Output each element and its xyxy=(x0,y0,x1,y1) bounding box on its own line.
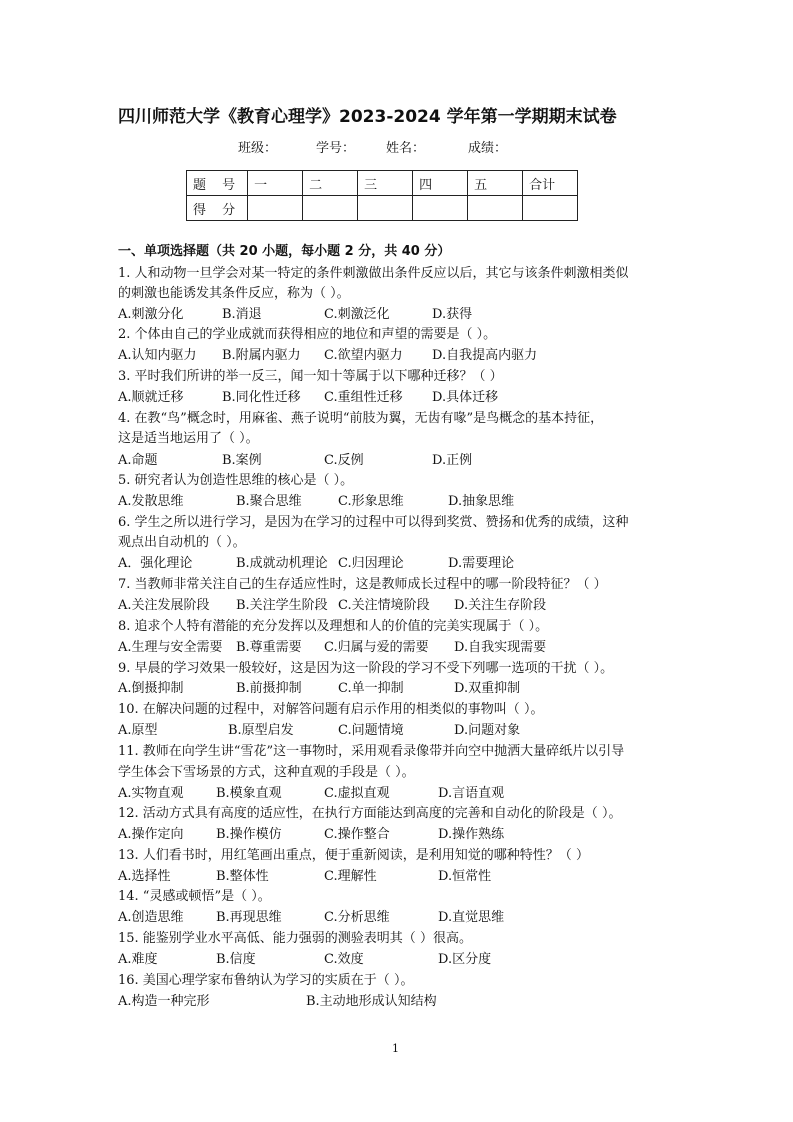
score-table-cell: 三 xyxy=(358,171,413,196)
option: D.关注生存阶段 xyxy=(454,598,547,613)
option: B.附属内驱力 xyxy=(222,348,301,363)
option: A.实物直观 xyxy=(118,786,184,801)
option: B.再现思维 xyxy=(216,910,282,925)
option: B.案例 xyxy=(222,453,262,468)
option: B.尊重需要 xyxy=(236,640,302,655)
question-text: 9. 早晨的学习效果一般较好，这是因为这一阶段的学习不受下列哪一选项的干扰（ ）。 xyxy=(118,661,614,676)
student-id-label: 学号： xyxy=(316,141,356,156)
question-text: 1. 人和动物一旦学会对某一特定的条件刺激做出条件反应以后，其它与该条件刺激相类似 xyxy=(118,266,629,281)
score-table-header-row xyxy=(187,171,578,196)
option: A.倒摄抑制 xyxy=(118,681,184,696)
option: A.顺就迁移 xyxy=(118,390,184,405)
question-text: 4. 在教“鸟”概念时，用麻雀、燕子说明“前肢为翼，无齿有喙”是鸟概念的基本持征， xyxy=(118,411,604,426)
option: B.信度 xyxy=(216,952,256,967)
option: A.生理与安全需要 xyxy=(118,640,223,655)
exam-title: 四川师范大学《教育心理学》2023-2024 学年第一学期期末试卷 xyxy=(118,107,617,127)
option: C.反例 xyxy=(324,453,364,468)
option: C.关注情境阶段 xyxy=(338,598,430,613)
option: C.单一抑制 xyxy=(338,681,404,696)
question-text: 6. 学生之所以进行学习，是因为在学习的过程中可以得到奖赏、赞扬和优秀的成绩，这种 xyxy=(118,515,629,530)
question-text: 学生体会下雪场景的方式，这种直观的手段是（ ）。 xyxy=(118,765,415,780)
option: B.模象直观 xyxy=(216,786,282,801)
option: D.具体迁移 xyxy=(432,390,499,405)
option: D.自我实现需要 xyxy=(454,640,547,655)
option: A．强化理论 xyxy=(118,556,193,571)
question-text: 15. 能鉴别学业水平高低、能力强弱的测验表明其（ ）很高。 xyxy=(118,931,472,946)
option: B.聚合思维 xyxy=(236,494,302,509)
option: B.操作模仿 xyxy=(216,827,282,842)
option: A.构造一种完形 xyxy=(118,994,210,1009)
option: C.重组性迁移 xyxy=(324,390,403,405)
score-table-score-row xyxy=(187,196,578,221)
option: C.刺激泛化 xyxy=(324,307,390,322)
question-text: 观点出自动机的（ ）。 xyxy=(118,535,246,550)
option: B.整体性 xyxy=(216,869,269,884)
option: D.直觉思维 xyxy=(438,910,505,925)
option: D.言语直观 xyxy=(438,786,505,801)
option: C.问题情境 xyxy=(338,723,404,738)
option: C.归属与爱的需要 xyxy=(324,640,429,655)
option: A.选择性 xyxy=(118,869,171,884)
option: C.归因理论 xyxy=(338,556,404,571)
option: C.虚拟直观 xyxy=(324,786,390,801)
question-text: 的刺激也能诱发其条件反应，称为（ ）。 xyxy=(118,286,350,301)
page-number: 1 xyxy=(392,1042,399,1055)
option: C.理解性 xyxy=(324,869,377,884)
option: A.刺激分化 xyxy=(118,307,184,322)
score-table xyxy=(186,170,578,221)
option: D.双重抑制 xyxy=(454,681,521,696)
option: B.消退 xyxy=(222,307,262,322)
question-text: 2. 个体由自己的学业成就而获得相应的地位和声望的需要是（ ）。 xyxy=(118,327,497,342)
option: A.发散思维 xyxy=(118,494,184,509)
question-text: 3. 平时我们所讲的举一反三，闻一知十等属于以下哪种迁移？（ ） xyxy=(118,369,503,384)
score-table-cell: 一 xyxy=(248,171,303,196)
question-text: 13. 人们看书时，用红笔画出重点，便于重新阅读，是利用知觉的哪种特性？（ ） xyxy=(118,848,589,863)
score-input-cell[interactable] xyxy=(413,196,468,221)
option: B.成就动机理论 xyxy=(236,556,328,571)
option: D.问题对象 xyxy=(454,723,521,738)
question-text: 11. 教师在向学生讲“雪花”这一事物时，采用观看录像带并向空中抛洒大量碎纸片以引导 xyxy=(118,744,625,759)
option: D.需要理论 xyxy=(448,556,515,571)
question-text: 这是适当地运用了（ ）。 xyxy=(118,431,259,446)
option: C.分析思维 xyxy=(324,910,390,925)
score-table-cell: 得 分 xyxy=(187,196,248,221)
option: B.原型启发 xyxy=(228,723,294,738)
option: D.区分度 xyxy=(438,952,492,967)
option: C.欲望内驱力 xyxy=(324,348,403,363)
score-table-cell: 二 xyxy=(303,171,358,196)
question-text: 10. 在解决问题的过程中，对解答问题有启示作用的相类似的事物叫（ ）。 xyxy=(118,702,544,717)
option: A.关注发展阶段 xyxy=(118,598,210,613)
option: A.认知内驱力 xyxy=(118,348,197,363)
score-table-cell: 题 号 xyxy=(187,171,248,196)
score-table-cell: 四 xyxy=(413,171,468,196)
option: D.操作熟练 xyxy=(438,827,505,842)
question-text: 16. 美国心理学家布鲁纳认为学习的实质在于（ ）。 xyxy=(118,973,414,988)
option: A.难度 xyxy=(118,952,158,967)
score-input-cell[interactable] xyxy=(523,196,578,221)
option: B.关注学生阶段 xyxy=(236,598,328,613)
option: B.前摄抑制 xyxy=(236,681,302,696)
option: B.同化性迁移 xyxy=(222,390,301,405)
question-text: 5. 研究者认为创造性思维的核心是（ ）。 xyxy=(118,473,354,488)
option: D.恒常性 xyxy=(438,869,492,884)
class-label: 班级： xyxy=(238,141,278,156)
score-table-cell: 五 xyxy=(468,171,523,196)
question-text: 7. 当教师非常关注自己的生存适应性时，这是教师成长过程中的哪一阶段特征？（ ） xyxy=(118,577,607,592)
option: A.原型 xyxy=(118,723,158,738)
option: D.正例 xyxy=(432,453,473,468)
option: B.主动地形成认知结构 xyxy=(306,994,437,1009)
option: C.效度 xyxy=(324,952,364,967)
option: D.获得 xyxy=(432,307,473,322)
option: C.形象思维 xyxy=(338,494,404,509)
option: A.操作定向 xyxy=(118,827,184,842)
score-input-cell[interactable] xyxy=(248,196,303,221)
option: A.命题 xyxy=(118,453,158,468)
option: D.抽象思维 xyxy=(448,494,515,509)
question-text: 12. 活动方式具有高度的适应性，在执行方面能达到高度的完善和自动化的阶段是（ ）。 xyxy=(118,806,622,821)
option: C.操作整合 xyxy=(324,827,390,842)
question-text: 14. “灵感或顿悟”是（ ）。 xyxy=(118,889,271,904)
score-table-cell: 合计 xyxy=(523,171,578,196)
section-heading: 一、单项选择题（共 20 小题，每小题 2 分，共 40 分） xyxy=(118,244,451,259)
option: D.自我提高内驱力 xyxy=(432,348,538,363)
score-input-cell[interactable] xyxy=(358,196,413,221)
score-input-cell[interactable] xyxy=(303,196,358,221)
score-label: 成绩： xyxy=(468,141,508,156)
option: A.创造思维 xyxy=(118,910,184,925)
score-input-cell[interactable] xyxy=(468,196,523,221)
name-label: 姓名： xyxy=(386,141,426,156)
question-text: 8. 追求个人特有潜能的充分发挥以及理想和人的价值的完美实现属于（ ）。 xyxy=(118,619,549,634)
